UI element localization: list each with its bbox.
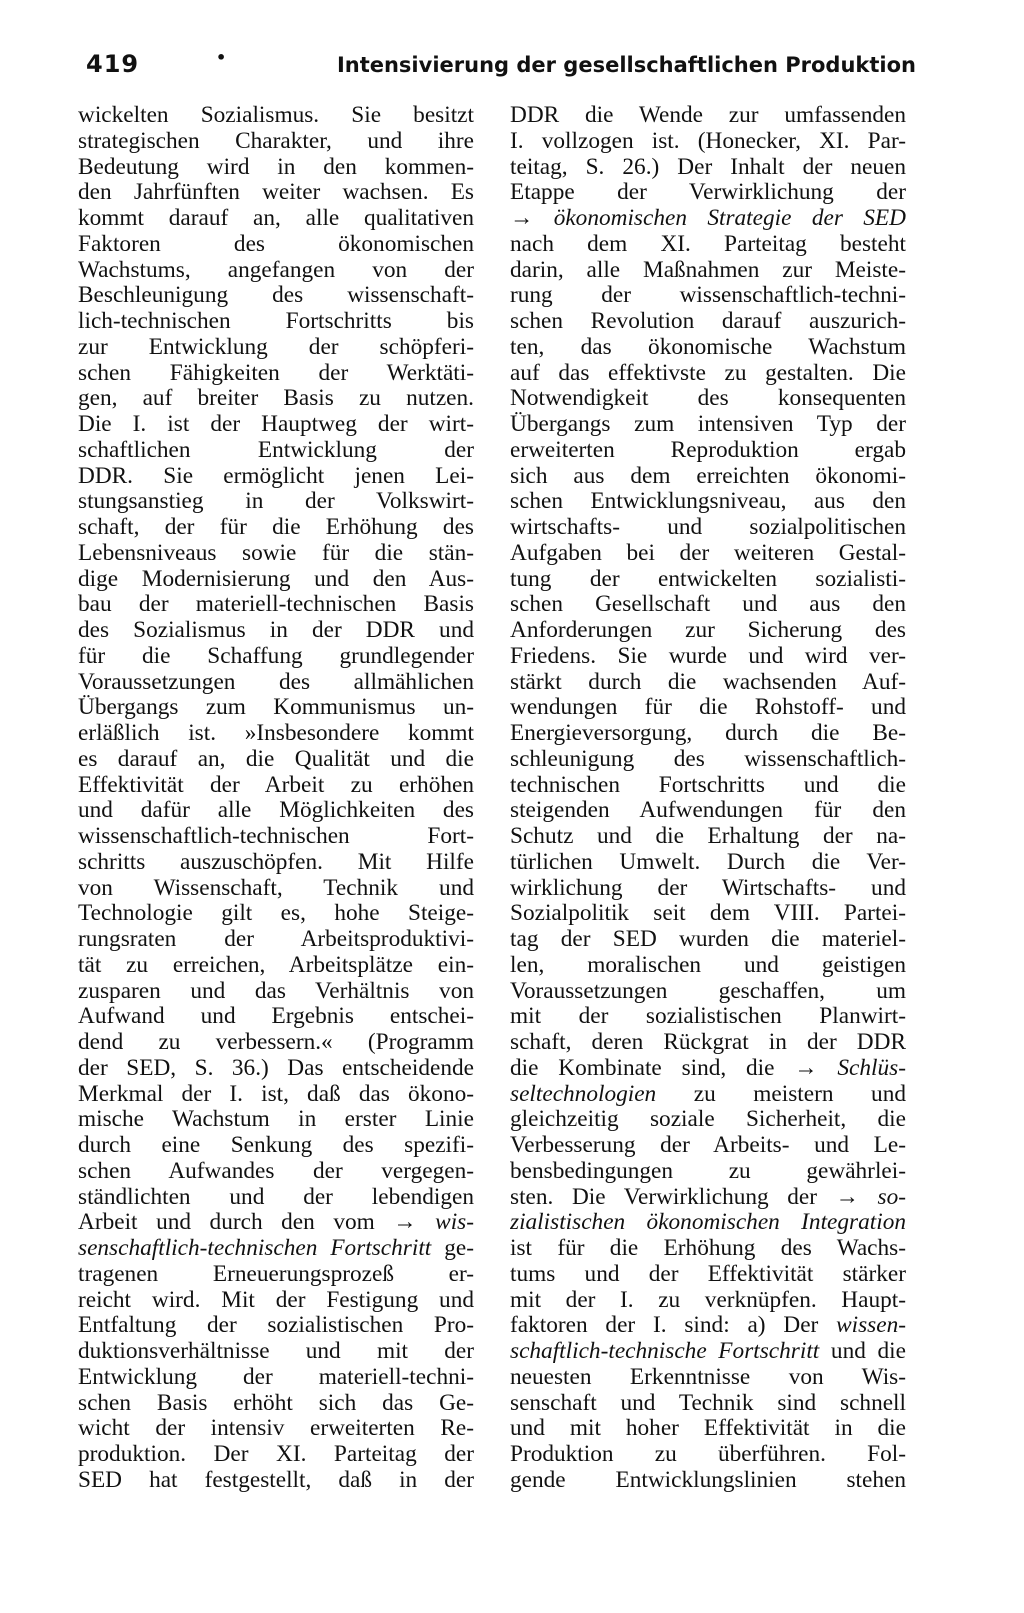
text-line: ten, das ökonomische Wachstum — [510, 334, 906, 360]
text-line: für die Schaffung grundlegender — [78, 643, 474, 669]
text-line: rungsraten der Arbeitsproduktivi- — [78, 927, 474, 952]
text-line: von Wissenschaft, Technik und — [78, 875, 474, 901]
text-line: Arbeit und durch den vom → wis- — [78, 1210, 474, 1236]
text-line: seltechnologien zu meistern und — [510, 1081, 906, 1107]
text-line: schaft, der für die Erhöhung des — [78, 515, 474, 540]
text-line: mische Wachstum in erster Linie — [78, 1107, 474, 1133]
text-line: tät zu erreichen, Arbeitsplätze ein- — [78, 952, 474, 978]
text-line: Entfaltung der sozialistischen Pro- — [78, 1313, 474, 1339]
text-line: Notwendigkeit des konsequenten — [510, 386, 906, 412]
text-line: Aufgaben bei der weiteren Gestal- — [510, 540, 906, 566]
text-line: zusparen und das Verhältnis von — [78, 978, 474, 1004]
text-line: gende Entwicklungslinien stehen — [510, 1467, 906, 1493]
text-line: SED hat festgestellt, daß in der — [78, 1467, 474, 1493]
text-line: erläßlich ist. »Insbesondere kommt — [78, 721, 474, 746]
text-line: stärkt durch die wachsenden Auf- — [510, 669, 906, 695]
text-line: bau der materiell-technischen Basis — [78, 592, 474, 618]
text-line: schaftlichen Entwicklung der — [78, 437, 474, 463]
text-line: DDR die Wende zur umfassenden — [510, 103, 906, 128]
text-line: Beschleunigung des wissenschaft- — [78, 283, 474, 309]
text-line: rung der wissenschaftlich-techni- — [510, 283, 906, 309]
text-line: Übergangs zum intensiven Typ der — [510, 412, 906, 437]
text-line: bensbedingungen zu gewährlei- — [510, 1158, 906, 1184]
text-line: → ökonomischen Strategie der SED — [510, 206, 906, 231]
text-line: Verbesserung der Arbeits- und Le- — [510, 1133, 906, 1158]
text-line: Schutz und die Erhaltung der na- — [510, 824, 906, 849]
text-line: schen Fähigkeiten der Werktäti- — [78, 360, 474, 386]
text-line: senschaft und Technik sind schnell — [510, 1390, 906, 1416]
text-line: Wachstums, angefangen von der — [78, 257, 474, 283]
text-line: schleunigung des wissenschaftlich- — [510, 746, 906, 772]
page-header — [86, 50, 916, 90]
text-line: senschaftlich-technischen Fortschritt ge- — [78, 1236, 474, 1261]
text-line: gen, auf breiter Basis zu nutzen. — [78, 386, 474, 412]
text-line: schritts auszuschöpfen. Mit Hilfe — [78, 849, 474, 875]
text-line: wickelten Sozialismus. Sie besitzt — [78, 103, 474, 128]
text-line: zur Entwicklung der schöpferi- — [78, 334, 474, 360]
text-line: Sozialpolitik seit dem VIII. Partei- — [510, 901, 906, 927]
text-line: Voraussetzungen geschaffen, um — [510, 978, 906, 1004]
text-line: der SED, S. 36.) Das entscheidende — [78, 1055, 474, 1081]
text-line: Aufwand und Ergebnis entschei- — [78, 1004, 474, 1030]
running-title: Intensivierung der gesellschaftlichen Produktion — [336, 53, 916, 77]
text-line: ist für die Erhöhung des Wachs- — [510, 1236, 906, 1261]
text-line: nach dem XI. Parteitag besteht — [510, 231, 906, 257]
text-line: die Kombinate sind, die → Schlüs- — [510, 1055, 906, 1081]
text-line: Energieversorgung, durch die Be- — [510, 721, 906, 746]
text-line: und dafür alle Möglichkeiten des — [78, 798, 474, 824]
text-line: stungsanstieg in der Volkswirt- — [78, 489, 474, 515]
text-line: Übergangs zum Kommunismus un- — [78, 695, 474, 721]
text-line: technischen Fortschritts und die — [510, 772, 906, 798]
text-line: erweiterten Reproduktion ergab — [510, 437, 906, 463]
text-line: neuesten Erkenntnisse von Wis- — [510, 1364, 906, 1390]
text-line: mit der sozialistischen Planwirt- — [510, 1004, 906, 1030]
text-line: es darauf an, die Qualität und die — [78, 746, 474, 772]
right-text-column — [510, 103, 906, 1494]
left-text-column — [78, 103, 474, 1494]
text-line: darin, alle Maßnahmen zur Meiste- — [510, 257, 906, 283]
text-line: schen Gesellschaft und aus den — [510, 592, 906, 618]
text-line: schen Revolution darauf auszurich- — [510, 309, 906, 334]
text-line: Technologie gilt es, hohe Steige- — [78, 901, 474, 927]
text-line: wirtschafts- und sozialpolitischen — [510, 515, 906, 540]
text-line: Merkmal der I. ist, daß das ökono- — [78, 1081, 474, 1107]
text-line: und mit hoher Effektivität in die — [510, 1416, 906, 1442]
text-line: schen Aufwandes der vergegen- — [78, 1158, 474, 1184]
text-line: lich-technischen Fortschritts bis — [78, 309, 474, 334]
text-line: faktoren der I. sind: a) Der wissen- — [510, 1313, 906, 1339]
text-line: wicht der intensiv erweiterten Re- — [78, 1416, 474, 1442]
text-line: Voraussetzungen des allmählichen — [78, 669, 474, 695]
text-line: auf das effektivste zu gestalten. Die — [510, 360, 906, 386]
text-line: Produktion zu überführen. Fol- — [510, 1442, 906, 1467]
text-line: steigenden Aufwendungen für den — [510, 798, 906, 824]
text-line: wendungen für die Rohstoff- und — [510, 695, 906, 721]
text-line: mit der I. zu verknüpfen. Haupt- — [510, 1287, 906, 1313]
text-line: dige Modernisierung und den Aus- — [78, 566, 474, 592]
text-line: Etappe der Verwirklichung der — [510, 180, 906, 206]
text-line: teitag, S. 26.) Der Inhalt der neuen — [510, 154, 906, 180]
text-line: len, moralischen und geistigen — [510, 952, 906, 978]
header-dot: • — [216, 48, 227, 67]
text-line: I. vollzogen ist. (Honecker, XI. Par- — [510, 128, 906, 154]
text-line: gleichzeitig soziale Sicherheit, die — [510, 1107, 906, 1133]
text-line: tung der entwickelten sozialisti- — [510, 566, 906, 592]
text-line: Lebensniveaus sowie für die stän- — [78, 540, 474, 566]
text-line: DDR. Sie ermöglicht jenen Lei- — [78, 463, 474, 489]
text-line: Anforderungen zur Sicherung des — [510, 618, 906, 643]
text-line: den Jahrfünften weiter wachsen. Es — [78, 180, 474, 206]
text-line: Effektivität der Arbeit zu erhöhen — [78, 772, 474, 798]
text-line: wirklichung der Wirtschafts- und — [510, 875, 906, 901]
text-line: strategischen Charakter, und ihre — [78, 128, 474, 154]
text-line: duktionsverhältnisse und mit der — [78, 1339, 474, 1364]
text-line: ständlichten und der lebendigen — [78, 1184, 474, 1210]
text-line: Entwicklung der materiell-techni- — [78, 1364, 474, 1390]
text-line: schen Basis erhöht sich das Ge- — [78, 1390, 474, 1416]
text-line: Die I. ist der Hauptweg der wirt- — [78, 412, 474, 437]
text-line: zialistischen ökonomischen Integration — [510, 1210, 906, 1236]
page-number: 419 — [86, 50, 140, 78]
text-line: schaft, deren Rückgrat in der DDR — [510, 1030, 906, 1055]
text-line: tums und der Effektivität stärker — [510, 1261, 906, 1287]
text-line: wissenschaftlich-technischen Fort- — [78, 824, 474, 849]
text-line: dend zu verbessern.« (Programm — [78, 1030, 474, 1055]
text-line: tag der SED wurden die materiel- — [510, 927, 906, 952]
text-line: schaftlich-technische Fortschritt und die — [510, 1339, 906, 1364]
text-line: Bedeutung wird in den kommen- — [78, 154, 474, 180]
text-line: produktion. Der XI. Parteitag der — [78, 1442, 474, 1467]
text-line: türlichen Umwelt. Durch die Ver- — [510, 849, 906, 875]
text-line: tragenen Erneuerungsprozeß er- — [78, 1261, 474, 1287]
text-line: schen Entwicklungsniveau, aus den — [510, 489, 906, 515]
text-line: Faktoren des ökonomischen — [78, 231, 474, 257]
text-line: des Sozialismus in der DDR und — [78, 618, 474, 643]
text-line: durch eine Senkung des spezifi- — [78, 1133, 474, 1158]
text-line: sich aus dem erreichten ökonomi- — [510, 463, 906, 489]
text-line: kommt darauf an, alle qualitativen — [78, 206, 474, 231]
text-line: Friedens. Sie wurde und wird ver- — [510, 643, 906, 669]
text-line: sten. Die Verwirklichung der → so- — [510, 1184, 906, 1210]
text-line: reicht wird. Mit der Festigung und — [78, 1287, 474, 1313]
